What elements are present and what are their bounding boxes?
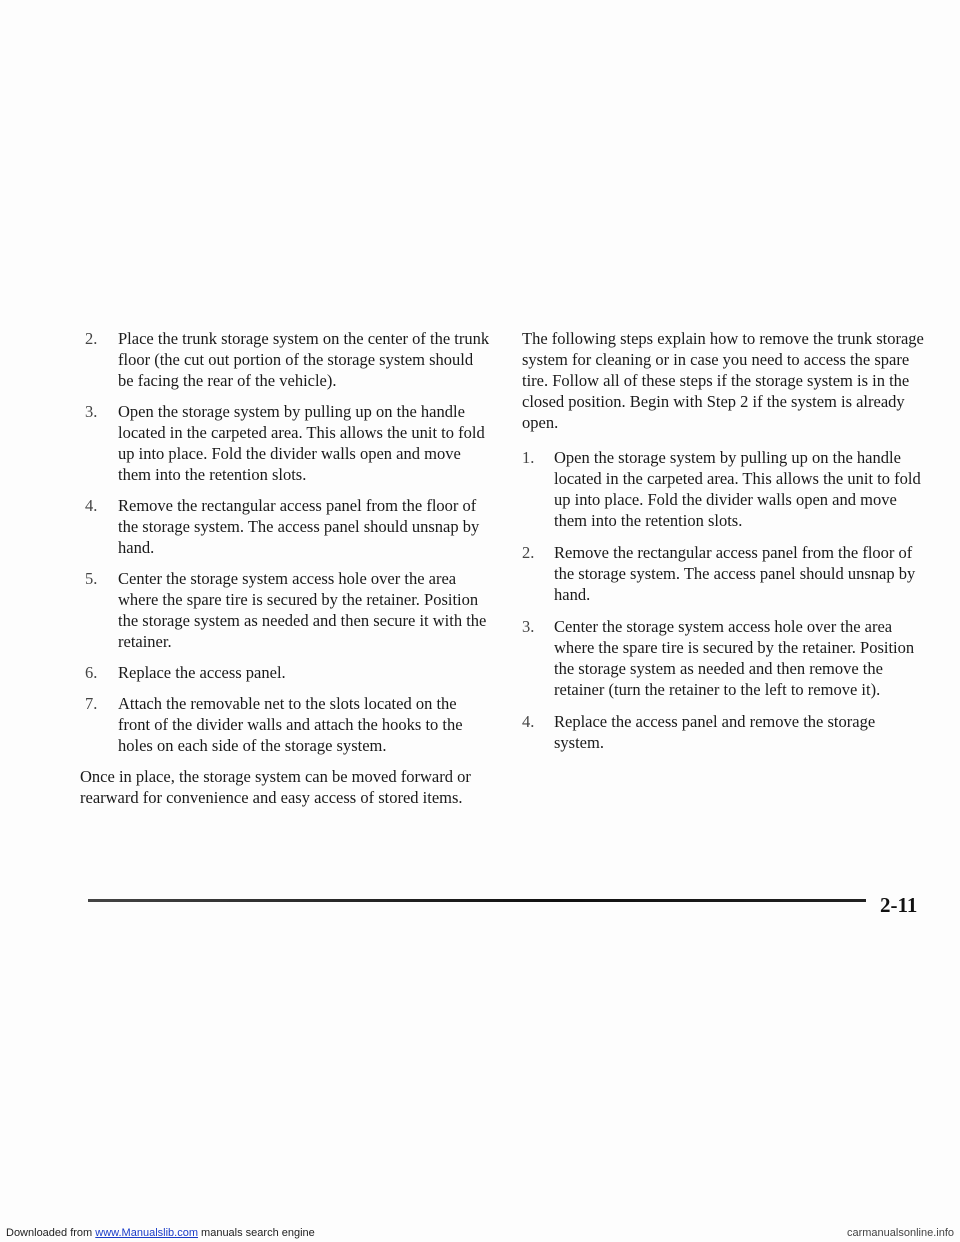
page-number: 2-11 [880, 893, 918, 917]
step-text: Replace the access panel and remove the storage system. [554, 712, 876, 752]
footer-bar [0, 1224, 960, 1242]
step-text: Place the trunk storage system on the center of the trunk floor (the cut out portion of the storage system should be facing the rear of the vehicle). [118, 329, 490, 390]
step-text: Center the storage system access hole over the area where the spare tire is secured by the retainer. Position the storage system as needed and then remove the retainer (turn the retainer to the left to remove it). [554, 617, 915, 699]
step-text: Remove the rectangular access panel from the floor of the storage system. The access panel should unsnap by hand. [554, 543, 916, 604]
step-number: 2. [522, 543, 535, 562]
step-number: 1. [522, 448, 535, 467]
list-item [80, 662, 490, 683]
step-text: Center the storage system access hole over the area where the spare tire is secured by the retainer. Position the storage system as needed and then secure it with the retainer. [118, 569, 487, 651]
step-number: 5. [85, 569, 98, 588]
step-number: 7. [85, 694, 98, 713]
closing-paragraph: Once in place, the storage system can be moved forward or rearward for convenience and easy access of stored items. [80, 767, 471, 807]
step-number: 4. [85, 496, 98, 515]
list-item [522, 616, 926, 700]
footer-watermark: carmanualsonline.info [846, 1227, 954, 1239]
intro-paragraph: The following steps explain how to remove the trunk storage system for cleaning or in case you need to access the spare tire. Follow all of these steps if the storage system is in the closed position. Begin with Step 2 if the system is already open. [522, 329, 924, 432]
footer-suffix: manuals search engine [197, 1227, 315, 1239]
list-item [522, 447, 926, 531]
list-item [80, 495, 490, 558]
list-item [80, 401, 490, 485]
list-item [522, 542, 926, 605]
step-text: Replace the access panel. [118, 663, 286, 682]
step-number: 6. [85, 663, 98, 682]
manualslib-link[interactable]: www.Manualslib.com [95, 1227, 198, 1239]
left-steps-list [80, 328, 490, 756]
step-number: 4. [522, 712, 535, 731]
list-item [80, 693, 490, 756]
step-number: 3. [522, 617, 535, 636]
step-number: 2. [85, 329, 98, 348]
right-column [522, 328, 926, 764]
list-item [80, 328, 490, 391]
step-number: 3. [85, 402, 98, 421]
list-item [522, 711, 926, 753]
footer-prefix: Downloaded from [6, 1227, 96, 1239]
left-column [80, 328, 490, 822]
list-item [80, 568, 490, 652]
step-text: Open the storage system by pulling up on the handle located in the carpeted area. This allows the unit to fold up into place. Fold the divider walls open and move them into the retention slots. [118, 402, 485, 484]
step-text: Remove the rectangular access panel from the floor of the storage system. The access panel should unsnap by hand. [118, 496, 480, 557]
page-divider [88, 899, 866, 902]
right-steps-list [522, 447, 926, 753]
footer-download-note [6, 1224, 315, 1242]
step-text: Open the storage system by pulling up on the handle located in the carpeted area. This allows the unit to fold up into place. Fold the divider walls open and move them into the retention slots. [554, 448, 921, 530]
step-text: Attach the removable net to the slots located on the front of the divider walls and attach the hooks to the holes on each side of the storage system. [118, 694, 463, 755]
